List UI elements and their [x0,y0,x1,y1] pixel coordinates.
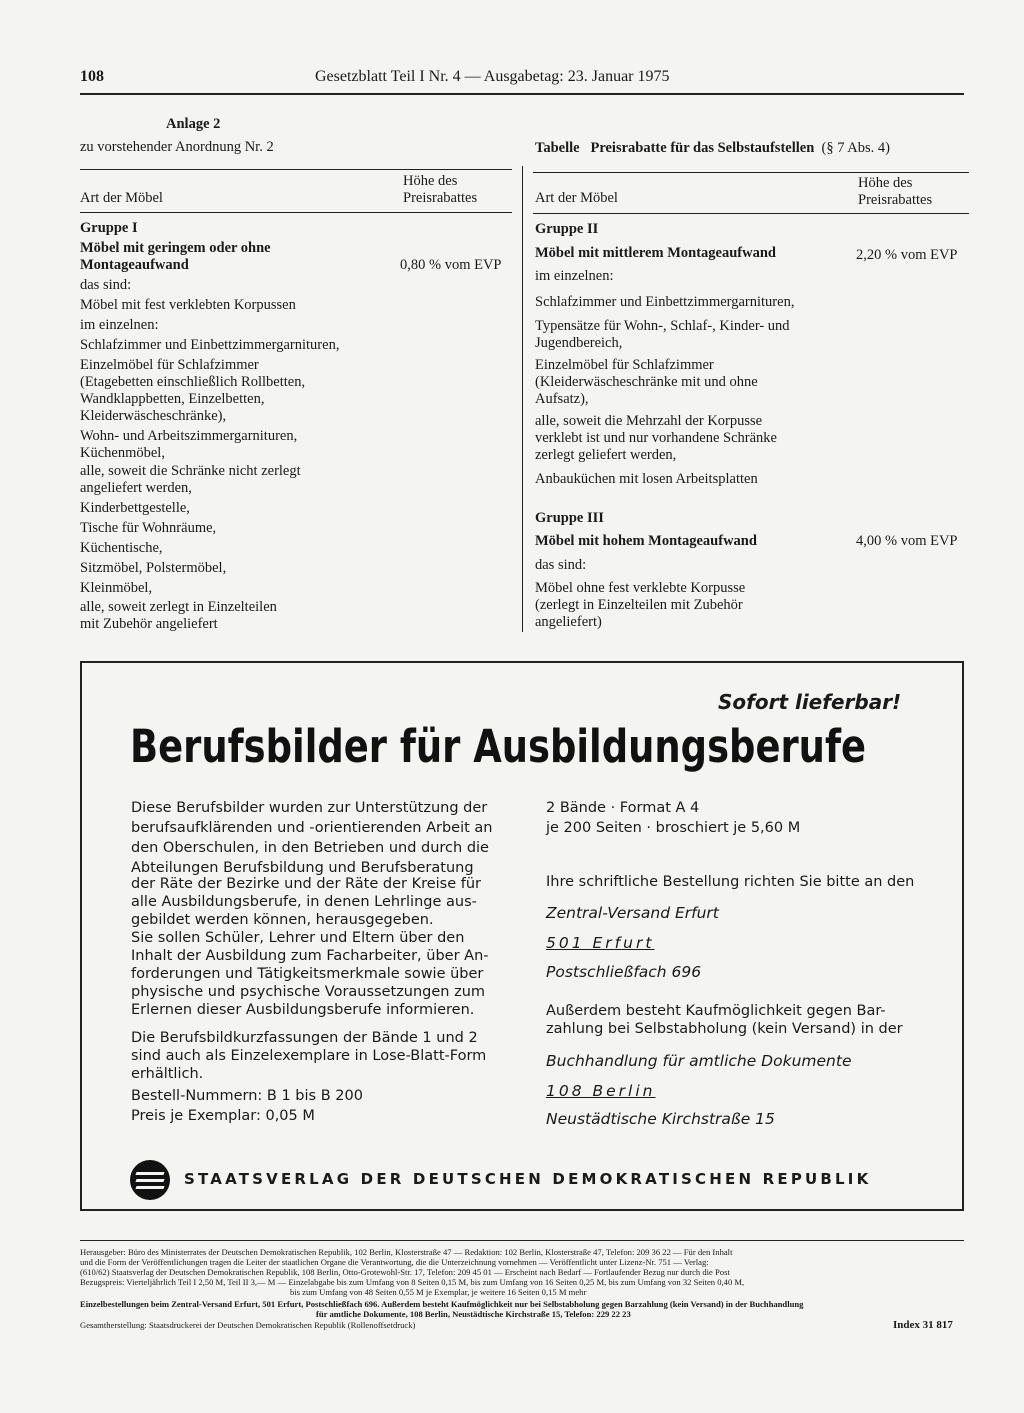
group-1-line: Kinderbettgestelle, [80,500,190,516]
group-3-line: das sind: [535,557,587,573]
ad-text-line: forderungen und Tätigkeitsmerkmale sowie über [131,966,484,982]
ad-text-line: Sie sollen Schüler, Lehrer und Eltern über den [131,930,465,946]
ad-text-line: Die Berufsbildkurzfassungen der Bände 1 und 2 [131,1030,478,1046]
table-heading [535,140,890,157]
group-1-line: Sitzmöbel, Polstermöbel, [80,560,227,576]
group-1-line: Kleiderwäscheschränke), [80,408,227,424]
ad-text-line: Diese Berufsbilder wurden zur Unterstützung der [131,800,488,816]
imprint-line: (610/62) Staatsverlag der Deutschen Demokratischen Republik, 108 Berlin, Otto-Grotewohl-Str. 17, Telefon: 209 45 01 — Erscheint nach Bedarf — Fortlaufender Bezug nur durch die Post [80,1267,730,1277]
left-col-hoehe-1: Höhe des [403,173,458,189]
group-1-line: Küchentische, [80,540,163,556]
ad-text-line: Erlernen dieser Ausbildungsberufe informieren. [131,1002,475,1018]
index-number: Index 31 817 [893,1319,953,1331]
ad-address-postbox: Postschließfach 696 [546,963,702,981]
ad-address-name: Zentral-Versand Erfurt [546,904,719,922]
ad-address-city: 501 Erfurt [546,934,655,952]
column-divider [522,166,523,632]
group-2-line: zerlegt geliefert werden, [535,447,677,463]
table-title: Preisrabatte für das Selbstaufstellen [590,140,815,156]
group-1-line: Einzelmöbel für Schlafzimmer [80,357,259,373]
group-2-line: (Kleiderwäscheschränke mit und ohne [535,374,758,390]
group-1-line: das sind: [80,277,132,293]
right-col-hoehe-1: Höhe des [858,175,913,191]
table-label: Tabelle [535,140,580,156]
header-rule [80,93,964,95]
group-1-line: Wandklappbetten, Einzelbetten, [80,391,265,407]
publisher-name: STAATSVERLAG DER DEUTSCHEN DEMOKRATISCHEN REPUBLIK [184,1170,872,1188]
group-1-line: alle, soweit zerlegt in Einzelteilen [80,599,277,615]
group-3-line: angeliefert) [535,614,602,630]
ad-title: Berufsbilder für Ausbildungsberufe [130,720,867,773]
group-3-line: (zerlegt in Einzelteilen mit Zubehör [535,597,743,613]
ad-text-line: den Oberschulen, in den Betrieben und durch die [131,840,489,856]
ad-text-line: Außerdem besteht Kaufmöglichkeit gegen Bar- [546,1003,886,1019]
group-2-line: Anbauküchen mit losen Arbeitsplatten [535,471,758,487]
ad-text-line: erhältlich. [131,1066,204,1082]
ad-text-line: sind auch als Einzelexemplare in Lose-Blatt-Form [131,1048,487,1064]
imprint-line: bis zum Umfang von 48 Seiten 0,55 M je Exemplar, je weitere 16 Seiten 0,15 M mehr [290,1287,587,1297]
group-2-line: verklebt ist und nur vorhandene Schränke [535,430,777,446]
group-1-line: Wohn- und Arbeitszimmergarnituren, [80,428,298,444]
group-1-title-line-1: Möbel mit geringem oder ohne [80,240,271,256]
imprint-line: für amtliche Dokumente, 108 Berlin, Neustädtische Kirchstraße 15, Telefon: 229 22 23 [316,1309,631,1319]
imprint-line: und die Form der Veröffentlichungen tragen die Leiter der staatlichen Organe die Verantwortung, die die Unterzeichnung vornehmen — Veröffentlicht unter Lizenz-Nr. 751 — Verlag: [80,1257,709,1267]
ad-text-line: gebildet werden können, herausgegeben. [131,912,434,928]
ad-shop-name: Buchhandlung für amtliche Dokumente [546,1052,852,1070]
ad-text-line: Abteilungen Berufsbildung und Berufsberatung [131,860,474,876]
group-2-label: Gruppe II [535,221,599,237]
left-table-header-rule [80,212,512,213]
ad-order-numbers: Bestell-Nummern: B 1 bis B 200 [131,1088,363,1104]
group-1-line: Küchenmöbel, [80,445,165,461]
ad-sofort-lieferbar: Sofort lieferbar! [718,690,902,714]
group-3-title: Möbel mit hohem Montageaufwand [535,533,757,549]
left-col-hoehe-2: Preisrabattes [403,190,478,206]
imprint-line: Bezugspreis: Vierteljährlich Teil I 2,50 M, Teil II 3,— M — Einzelabgabe bis zum Umfang von 8 Seiten 0,15 M, bis zum Umfang von 16 Seiten 0,25 M, bis zum Umfang von 32 Seiten 0,40 M, [80,1277,745,1287]
page-number: 108 [80,68,104,85]
ad-pages-price: je 200 Seiten · broschiert je 5,60 M [546,820,801,836]
group-3-line: Möbel ohne fest verklebte Korpusse [535,580,746,596]
group-1-line: Tische für Wohnräume, [80,520,217,536]
group-2-line: Schlafzimmer und Einbettzimmergarnituren, [535,294,795,310]
group-2-line: Aufsatz), [535,391,589,407]
group-1-rate: 0,80 % vom EVP [400,257,502,273]
group-2-line: im einzelnen: [535,268,614,284]
ad-text-line: zahlung bei Selbstabholung (kein Versand) in der [546,1021,903,1037]
ad-text-line: berufsaufklärenden und -orientierenden Arbeit an [131,820,493,836]
imprint-line: Einzelbestellungen beim Zentral-Versand Erfurt, 501 Erfurt, Postschließfach 696. Außerdem besteht Kaufmöglichkeit nur bei Selbstabholung gegen Barzahlung (kein Versand) in der Buchhandlung [80,1299,804,1309]
group-2-title: Möbel mit mittlerem Montageaufwand [535,245,776,261]
ad-text-line: physische und psychische Voraussetzungen zum [131,984,486,1000]
group-1-line: Schlafzimmer und Einbettzimmergarnituren, [80,337,340,353]
right-table-header-rule [533,213,969,214]
ad-order-instruction: Ihre schriftliche Bestellung richten Sie bitte an den [546,874,915,890]
table-ref: (§ 7 Abs. 4) [821,140,891,156]
group-3-rate: 4,00 % vom EVP [856,533,958,549]
group-1-line: alle, soweit die Schränke nicht zerlegt [80,463,301,479]
group-1-line: im einzelnen: [80,317,159,333]
group-1-line: angeliefert werden, [80,480,192,496]
group-1-line: mit Zubehör angeliefert [80,616,218,632]
imprint-line: Gesamtherstellung: Staatsdruckerei der Deutschen Demokratischen Republik (Rollenoffsetdruck) [80,1320,416,1330]
footer-rule [80,1240,964,1241]
group-2-line: alle, soweit die Mehrzahl der Korpusse [535,413,763,429]
staatsverlag-logo-icon [130,1160,170,1200]
ad-text-line: alle Ausbildungsberufe, in denen Lehrlinge aus- [131,894,477,910]
right-col-hoehe-2: Preisrabattes [858,192,933,208]
ad-shop-city: 108 Berlin [546,1082,656,1100]
imprint-line: Herausgeber: Büro des Ministerrates der Deutschen Demokratischen Republik, 102 Berlin, Klosterstraße 47 — Redaktion: 102 Berlin, Klosterstraße 47, Telefon: 209 36 22 — Für den Inhalt [80,1247,733,1257]
ad-format: 2 Bände · Format A 4 [546,800,700,816]
group-1-line: (Etagebetten einschließlich Rollbetten, [80,374,306,390]
group-2-line: Jugendbereich, [535,335,623,351]
group-1-line: Möbel mit fest verklebten Korpussen [80,297,296,313]
right-col-art: Art der Möbel [535,190,618,206]
ad-text-line: Inhalt der Ausbildung zum Facharbeiter, über An- [131,948,489,964]
right-table-top-rule [533,172,969,173]
anlage-heading: Anlage 2 [166,116,221,132]
group-2-line: Typensätze für Wohn-, Schlaf-, Kinder- und [535,318,790,334]
anlage-subtitle: zu vorstehender Anordnung Nr. 2 [80,139,274,155]
ad-text-line: der Räte der Bezirke und der Räte der Kreise für [131,876,482,892]
left-col-art: Art der Möbel [80,190,163,206]
left-table-top-rule [80,169,512,170]
ad-shop-street: Neustädtische Kirchstraße 15 [546,1110,775,1128]
group-2-rate: 2,20 % vom EVP [856,247,958,263]
running-title: Gesetzblatt Teil I Nr. 4 — Ausgabetag: 23. Januar 1975 [315,68,670,85]
ad-price: Preis je Exemplar: 0,05 M [131,1108,315,1124]
group-2-line: Einzelmöbel für Schlafzimmer [535,357,714,373]
group-1-title-line-2: Montageaufwand [80,257,189,273]
group-1-line: Kleinmöbel, [80,580,153,596]
group-3-label: Gruppe III [535,510,604,526]
group-1-label: Gruppe I [80,220,138,236]
